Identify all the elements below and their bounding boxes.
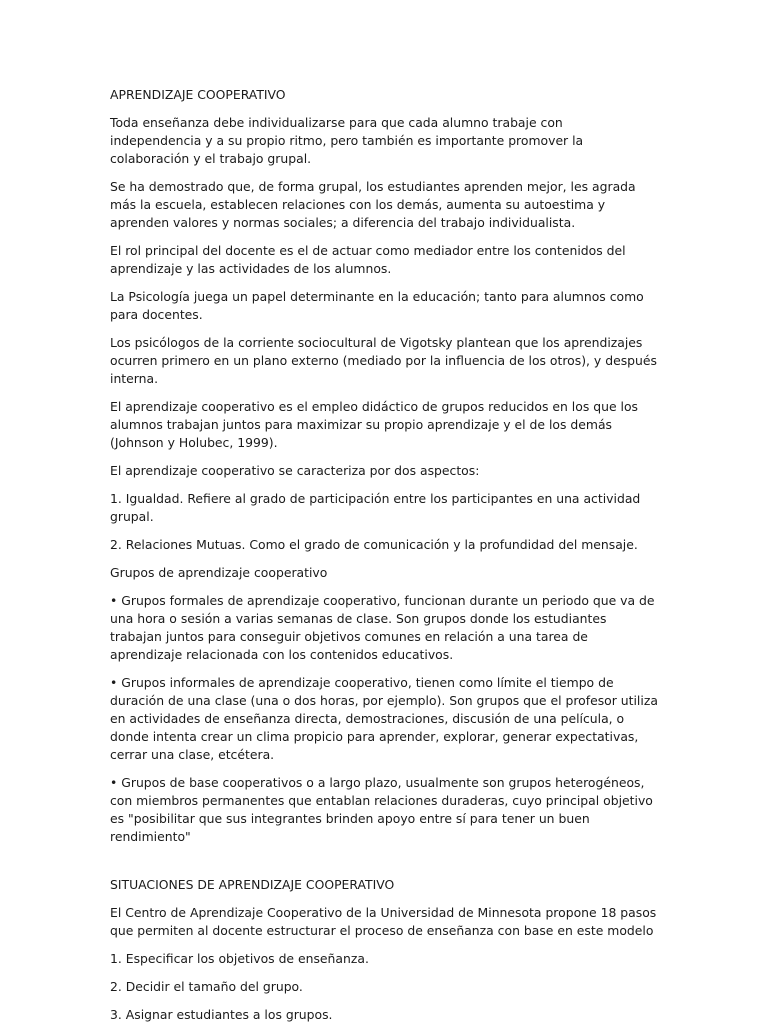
- bullet-item: • Grupos de base cooperativos o a largo plazo, usualmente son grupos heterogéneos, con miembros permanentes que entablan relaciones duraderas, cuyo principal objetivo es "posibilitar que sus integrantes brinden apoyo entre sí para tener un buen rendimiento": [110, 775, 653, 844]
- paragraph: El Centro de Aprendizaje Cooperativo de la Universidad de Minnesota propone 18 pasos que permiten al docente estructurar el proceso de enseñanza con base en este modelo: [110, 905, 657, 938]
- paragraph: El rol principal del docente es el de actuar como mediador entre los contenidos del aprendizaje y las actividades de los alumnos.: [110, 243, 626, 276]
- paragraph: Toda enseñanza debe individualizarse para que cada alumno trabaje con independencia y a su propio ritmo, pero también es importante promover la colaboración y el trabajo grupal.: [110, 115, 584, 166]
- paragraph: La Psicología juega un papel determinante en la educación; tanto para alumnos como para docentes.: [110, 289, 644, 322]
- list-item: 2. Decidir el tamaño del grupo.: [110, 979, 303, 994]
- document-body: [110, 86, 658, 1034]
- section-title-aprendizaje-cooperativo: APRENDIZAJE COOPERATIVO: [110, 87, 286, 102]
- list-item: 3. Asignar estudiantes a los grupos.: [110, 1007, 333, 1022]
- paragraph: El aprendizaje cooperativo es el empleo didáctico de grupos reducidos en los que los alumnos trabajan juntos para maximizar su propio aprendizaje y el de los demás (Johnson y Holubec, 1999).: [110, 399, 638, 450]
- subheading: Grupos de aprendizaje cooperativo: [110, 565, 328, 580]
- list-item: 1. Especificar los objetivos de enseñanza.: [110, 951, 369, 966]
- list-item: 1. Igualdad. Refiere al grado de participación entre los participantes en una actividad grupal.: [110, 491, 641, 524]
- section-title-situaciones: SITUACIONES DE APRENDIZAJE COOPERATIVO: [110, 877, 395, 892]
- paragraph: Se ha demostrado que, de forma grupal, los estudiantes aprenden mejor, les agrada más la escuela, establecen relaciones con los demás, aumenta su autoestima y aprenden valores y normas sociales; a diferencia del trabajo individualista.: [110, 179, 636, 230]
- paragraph: Los psicólogos de la corriente sociocultural de Vigotsky plantean que los aprendizajes ocurren primero en un plano externo (mediado por la influencia de los otros), y después interna.: [110, 335, 657, 386]
- paragraph: El aprendizaje cooperativo se caracteriza por dos aspectos:: [110, 463, 480, 478]
- section-spacer: [110, 856, 658, 876]
- bullet-item: • Grupos informales de aprendizaje cooperativo, tienen como límite el tiempo de duración de una clase (una o dos horas, por ejemplo). Son grupos que el profesor utiliza en actividades de enseñanza directa, demostraciones, discusión de una película, o donde intenta crear un clima propicio para aprender, explorar, generar expectativas, cerrar una clase, etcétera.: [110, 675, 658, 762]
- bullet-item: • Grupos formales de aprendizaje cooperativo, funcionan durante un periodo que va de una hora o sesión a varias semanas de clase. Son grupos donde los estudiantes trabajan juntos para conseguir objetivos comunes en relación a una tarea de aprendizaje relacionada con los contenidos educativos.: [110, 593, 655, 662]
- list-item: 2. Relaciones Mutuas. Como el grado de comunicación y la profundidad del mensaje.: [110, 537, 638, 552]
